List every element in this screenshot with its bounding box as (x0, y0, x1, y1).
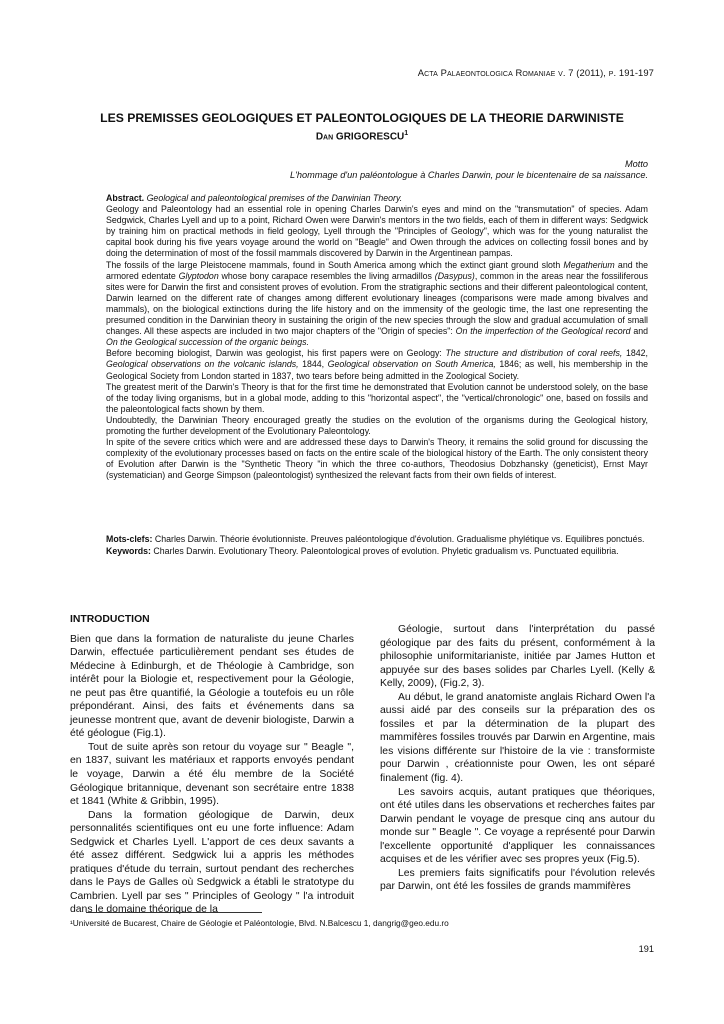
keywords-fr (106, 534, 648, 545)
footnote-rule (86, 912, 262, 913)
section-heading: INTRODUCTION (70, 614, 150, 625)
abstract-p5: Undoubtedly, the Darwinian Theory encouraged greatly the studies on the evolution of the organisms during the Geological history, promoting the further development of the Evolutionary Paleontology. (106, 414, 648, 436)
body-paragraph: Tout de suite après son retour du voyage sur " Beagle ", en 1837, suivant les matériaux et rapports envoyés pendant le voyage, Darwin a été élu membre de la Société Géologique britannique, devenant son secrétaire entre 1838 et 1841 (White & Gribbin, 1995). (70, 741, 354, 808)
taxon-name: Megatherium (563, 259, 615, 270)
paper-title: LES PREMISSES GEOLOGIQUES ET PALEONTOLOGIQUES DE LA THEORIE DARWINISTE (100, 111, 624, 125)
abstract-text: The fossils of the large Pleistocene mammals, found in South America among which the extinct giant ground sloth (106, 259, 564, 270)
abstract-label: Abstract. (106, 193, 145, 203)
abstract-text: Geology and Paleontology had an essential role in opening Charles Darwin's eyes and mind on the "transmutation" of species. Adam Sedgwick, Charles Lyell and up to a point, Richard Owen were Darwin's mentors in the two fields, each of them in different ways: Sedgwick by training him on practical methods in field geology, Lyell through the "Principles of Geology", which was for the young naturalist the capital book during his five years voyage around the world on "Beagle" and Owen through the advices on collecting fossil bones and by doing the determination of most of the fossil mammals discovered by Darwin in the Argentinean pampas. (106, 204, 648, 259)
keywords-fr-text: Charles Darwin. Théorie évolutionniste. Preuves paléontologique d'évolution. Gradualisme phylétique vs. Equilibres ponctués. (152, 534, 645, 544)
abstract (106, 193, 648, 481)
publication-title: Geological observation on South America, (327, 359, 496, 370)
abstract-text: Before becoming biologist, Darwin was geologist, his first papers were on Geology: (106, 348, 446, 359)
abstract-text: and the armored edentate (106, 259, 648, 281)
abstract-p6: In spite of the severe critics which were and are addressed these days to Darwin's Theory, it remains the solid ground for discussing the complexity of the evolutionary processes based on facts on the entire scale of the biological history of the Earth. The only consistent theory of Evolution after Darwin is the "Synthetic Theory "in which the three co-authors, Theodosius Dobzhansky (geneticist), Ernst Mayr (systematician) and George Simpson (paleontologist) synthesized the relevant facts from their own fields of interest. (106, 437, 648, 481)
chapter-title: On the imperfection of the Geological record (455, 326, 631, 337)
abstract-p2 (106, 260, 648, 349)
abstract-p4: The greatest merit of the Darwin's Theory is that for the first time he demonstrated that Evolution cannot be understood solely, on the base of the today living organisms, but in a global mode, adding to this "horizontal aspect", the "vertical/chronologic" one, based on fossils and the paleontological facts shown by them. (106, 381, 648, 414)
body-column-right (380, 623, 655, 894)
taxon-name: (Dasypus) (434, 270, 475, 281)
keywords-en-label: Keywords: (106, 546, 151, 557)
author-line (0, 130, 724, 142)
abstract-text: 1844, (298, 359, 328, 370)
author-name: Dan GRIGORESCU (315, 131, 405, 143)
abstract-text: , common in the areas near the fossiliferous sites were for Darwin the first and consistent proves of evolution. From the stratigraphic sections and their different paleontological content, Darwin learned on the different rate of changes among different evolutionary lineages (comparisons were made among bivalves and mammals), on the biological extinctions during the life history and on the immensity of the geologic time, the last one representing the presumed condition in the Darwinian theory in sustaining the origin of the new species through the slow and gradual accumulation of small changes. All these aspects are included in two major chapters of the "Origin of species": (106, 270, 649, 337)
abstract-text: and (630, 326, 648, 337)
publication-title: The structure and distribution of coral reefs, (445, 348, 623, 359)
body-paragraph: Bien que dans la formation de naturaliste du jeune Charles Darwin, effectuée particulièrement pendant ses études de Médecine à Edinburgh, et de Théologie à Cambridge, son intérêt pour la Biologie et, respectivement pour la Géologie, ne peut pas être quantifié, la Géologie a toutefois eu un rôle prépondérant. Ainsi, des faits et événements dans sa jeunesse montrent que, avant de devenir biologiste, Darwin a été géologue (Fig.1). (70, 633, 354, 740)
motto-text: L'hommage d'un paléontologue à Charles Darwin, pour le bicentenaire de sa naissance. (290, 170, 648, 180)
keywords-en (106, 546, 648, 557)
chapter-title: On the Geological succession of the organic beings. (106, 337, 309, 348)
body-paragraph: Les savoirs acquis, autant pratiques que théoriques, ont été utiles dans les observations et recherches faites par Darwin pendant le voyage de presque cinq ans autour du monde sur " Beagle ". Ce voyage a représenté pour Darwin l'excellente opportunité d'appliquer les connaissances acquises et de les vérifier avec ses propres yeux (Fig.5). (380, 786, 655, 866)
page-number: 191 (638, 944, 654, 954)
abstract-subtitle: Geological and paleontological premises of the Darwinian Theory. (146, 193, 403, 203)
keywords-en-text: Charles Darwin. Evolutionary Theory. Paleontological proves of evolution. Phyletic gradualism vs. Punctuated equilibria. (150, 546, 619, 557)
body-paragraph: Dans la formation géologique de Darwin, deux personnalités scientifiques ont eu une forte influence: Adam Sedgwick et Charles Lyell. L'apport de ces deux savants a été assez différent. Sedgwick lui a appris les méthodes pratiques d'étude du terrain, surtout pendant des recherches dans le Pays de Galles où Sedgwick a établi le stratotype du Cambrien. Lyell par ses " Principles of Geology " l'a introduit dans le domaine théorique de la (70, 809, 354, 916)
keywords-block (106, 534, 648, 558)
taxon-name: Glyptodon (178, 270, 219, 281)
abstract-text: 1842, (622, 348, 648, 359)
abstract-text: whose bony carapace resembles the living armadillos (218, 270, 435, 281)
publication-title: Geological observations on the volcanic islands, (106, 359, 299, 370)
author-affiliation-mark: 1 (404, 130, 409, 137)
abstract-p3 (106, 348, 648, 381)
footnote: ¹Université de Bucarest, Chaire de Géologie et Paléontologie, Blvd. N.Balcescu 1, dangrig@geo.edu.ro (70, 918, 449, 928)
abstract-p1 (106, 193, 648, 260)
body-column-left (70, 613, 354, 917)
body-paragraph: Géologie, surtout dans l'interprétation du passé géologique par des faits du présent, conformément à la philosophie uniformitarianiste, initiée par James Hutton et appuyée sur des bases solides par Charles Lyell. (Kelly & Kelly, 2009), (Fig.2, 3). (380, 624, 655, 690)
journal-header: Acta Palaeontologica Romaniae v. 7 (2011), p. 191-197 (417, 67, 654, 78)
body-paragraph: Au début, le grand anatomiste anglais Richard Owen l'a aussi aidé par des conseils sur la préparation des os fossiles et par la détermination de la plupart des mammifères fossiles trouvés par Darwin en Argentine, mais les visions différente sur l'histoire de la vie : transformiste pour Darwin , créationniste pour Owen, les ont séparé finalement (fig. 4). (380, 691, 655, 785)
body-paragraph: Les premiers faits significatifs pour l'évolution relevés par Darwin, ont été les fossiles de grands mammifères (380, 867, 655, 893)
motto-label: Motto (625, 159, 648, 169)
keywords-fr-label: Mots-clefs: (106, 534, 153, 544)
abstract-text: 1846; as well, his membership in the Geological Society from London started in 1837, two tears before being admitted in the Zoological Society. (106, 359, 648, 381)
